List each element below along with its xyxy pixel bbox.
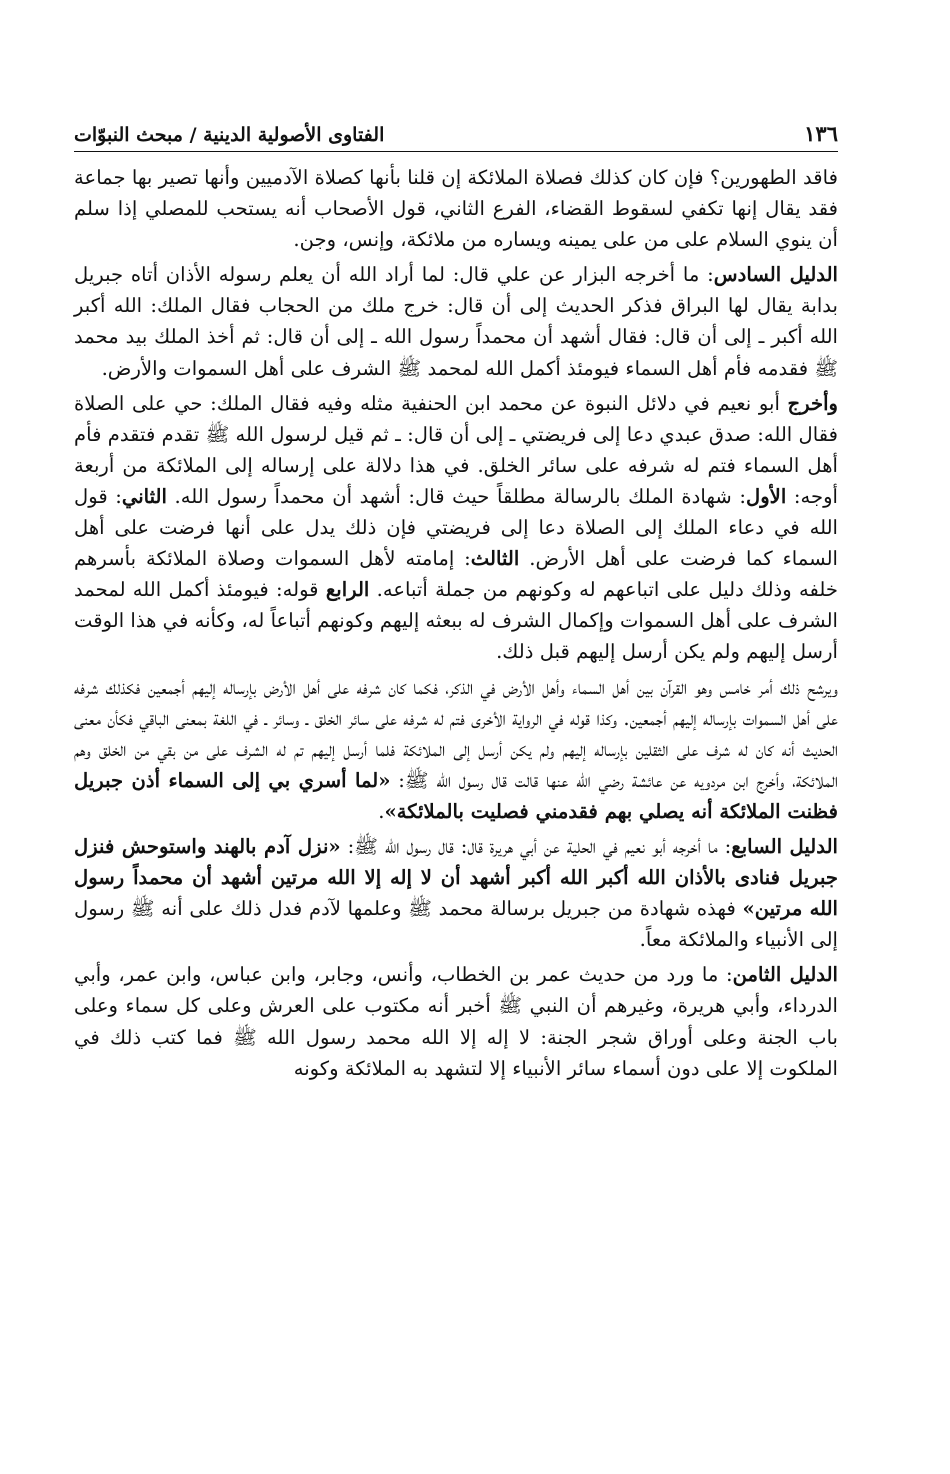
paragraph bbox=[74, 831, 838, 955]
bold-text-run: «نزل آدم بالهند واستوحش فنزل جبريل فنادى بالأذان الله أكبر الله أكبر أشهد أن لا إله إلا الله مرتين أشهد أن محمداً رسول الله مرتين» bbox=[74, 834, 838, 921]
bold-text-run: وأخرج bbox=[787, 391, 838, 415]
text-run: . bbox=[378, 799, 385, 823]
text-run: : شهادة الملك بالرسالة مطلقاً حيث قال: أشهد أن محمداً رسول الله. bbox=[166, 484, 746, 508]
bold-text-run: الدليل الثامن bbox=[732, 963, 838, 987]
text-run: قوله: فيومئذ أكمل الله لمحمد الشرف على أهل السموات وإكمال الشرف له ببعثه إليهم وكونهم أتباعاً له، وكأنه في هذا الوقت أرسل إليهم ولم يكن أرسل إليهم قبل ذلك. bbox=[74, 578, 838, 664]
text-run: : قول الله في دعاء الملك إلى الصلاة دعا إلى فريضتي فإن ذلك يدل على أنها فرضت على أهل السماء كما فرضت على أهل الأرض. bbox=[74, 484, 838, 571]
book-page bbox=[74, 116, 838, 1088]
bold-text-run: الثاني bbox=[121, 484, 167, 508]
text-run: : ما أخرجه أبو نعيم في الحلية عن أبي هريرة قال: قال رسول الله ﷺ: bbox=[340, 834, 732, 858]
running-title: الفتاوى الأصولية الدينية / مبحث النبوّات bbox=[74, 124, 385, 146]
paragraph bbox=[74, 959, 838, 1083]
bold-text-run: الدليل السادس bbox=[713, 263, 838, 287]
text-run: : إمامته لأهل السموات وصلاة الملائكة بأسرهم خلفه وذلك دليل على اتباعهم له وكونهم من جملة أتباعه. bbox=[74, 547, 838, 602]
text-run: : ما أخرجه البزار عن علي قال: لما أراد الله أن يعلم رسوله الأذان أتاه جبريل بدابة يقال لها البراق فذكر الحديث إلى أن قال: خرج ملك من الحجاب فقال الملك: الله أكبر الله أكبر ـ إلى أن قال: فقال أشهد أن محمداً رسول الله ـ إلى أن قال: ثم أخذ الملك بيد محمد ﷺ فقدمه فأم أهل السماء فيومئذ أكمل الله لمحمد ﷺ الشرف على أهل السموات والأرض. bbox=[74, 263, 838, 380]
page-number: ١٣٦ bbox=[804, 121, 838, 146]
running-header bbox=[74, 116, 838, 152]
text-run: أبو نعيم في دلائل النبوة عن محمد ابن الحنفية مثله وفيه فقال الملك: حي على الصلاة فقال الله: صدق عبدي دعا إلى فريضتي ـ إلى أن قال: ـ ثم قيل لرسول الله ﷺ تقدم فتقدم فأم أهل السماء فتم له شرفه على سائر الخلق. في هذا دلالة على إرساله إلى الملائكة من أربعة أوجه: bbox=[74, 391, 838, 508]
text-run: ويرشح ذلك أمر خامس وهو القرآن بين أهل السماء وأهل الأرض في الذكر، فكما كان شرفه على أهل الأرض بإرساله إليهم أجمعين فكذلك شرفه على أهل السموات بإرساله إليهم أجمعين. وكذا قوله في الرواية الأخرى فتم له شرفه على سائر الخلق ـ وسائر ـ في اللغة بمعنى الباقي فكأن معنى الحديث أنه كان له شرف على الثقلين بإرساله إليهم ولم يكن أرسل إلى الملائكة فلما أرسل إليهم تم له الشرف على من بقي من الخلق وهم الملائكة، وأخرج ابن مردويه عن عائشة رضي الله عنها قالت قال رسول الله ﷺ: bbox=[74, 675, 838, 792]
paragraph bbox=[74, 162, 838, 255]
text-run: فهذه شهادة من جبريل برسالة محمد ﷺ وعلمها لآدم فدل ذلك على أنه ﷺ رسول إلى الأنبياء والملائكة معاً. bbox=[74, 897, 838, 952]
bold-text-run: الدليل السابع bbox=[731, 834, 838, 858]
body-text bbox=[74, 162, 838, 1084]
bold-text-run: «لما أسري بي إلى السماء أذن جبريل فظنت الملائكة أنه يصلي بهم فقدمني فصليت بالملائكة» bbox=[74, 768, 838, 823]
text-run: فاقد الطهورين؟ فإن كان كذلك فصلاة الملائكة إن قلنا بأنها كصلاة الآدميين وأنها تصير بها جماعة فقد يقال إنها تكفي لسقوط القضاء، الفرع الثاني، قول الأصحاب أنه يستحب للمصلي إذا سلم أن ينوي السلام على من على يمينه ويساره من ملائكة، وإنس، وجن. bbox=[74, 166, 838, 252]
bold-text-run: الرابع bbox=[325, 578, 370, 602]
paragraph bbox=[74, 672, 838, 827]
text-run: : ما ورد من حديث عمر بن الخطاب، وأنس، وجابر، وابن عباس، وابن عمر، وأبي الدرداء، وأبي هريرة، وغيرهم أن النبي ﷺ أخبر أنه مكتوب على العرش وعلى كل سماء وعلى باب الجنة وعلى أوراق شجر الجنة: لا إله إلا الله محمد رسول الله ﷺ فما كتب ذلك في الملكوت إلا على دون أسماء سائر الأنبياء إلا لتشهد به الملائكة وكونه bbox=[74, 963, 838, 1080]
paragraph bbox=[74, 388, 838, 668]
bold-text-run: الثالث bbox=[470, 547, 520, 571]
paragraph bbox=[74, 259, 838, 383]
bold-text-run: الأول bbox=[745, 484, 787, 508]
